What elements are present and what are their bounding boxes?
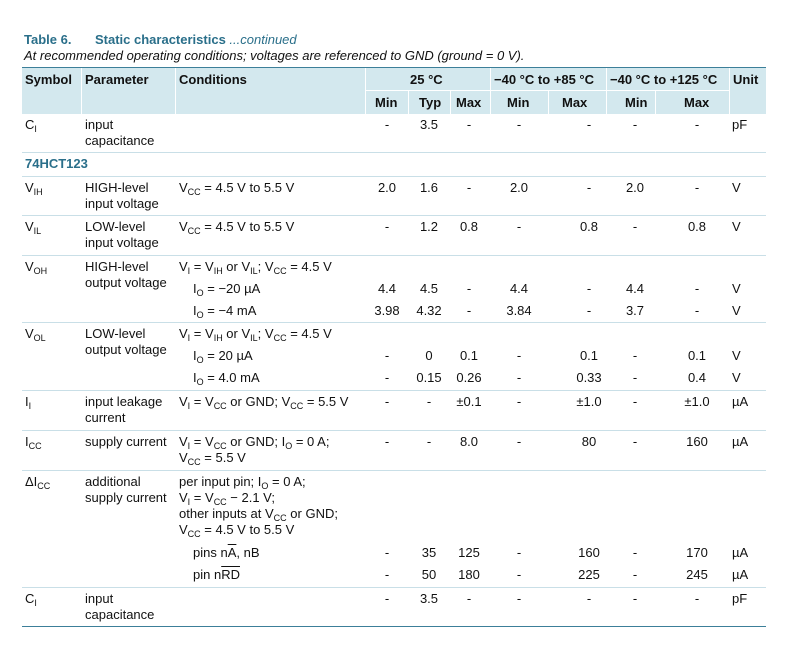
symbol-cell: $\Delta I_{CC}$: [25, 474, 51, 491]
condition-cell: per input pin; $I_O = 0$ A;: [179, 474, 306, 491]
sub-condition: $I_O = 4.0$ mA: [193, 370, 260, 387]
sub-condition: $I_O = -20$ µA: [193, 281, 261, 298]
table-row: $I_{CC}$ supply current $V_I = V_{CC}$ or GND; $I_O = 0$ A; $V_{CC} = 5.5$ V - - 8.0 - 80 - 160 µA: [22, 431, 766, 471]
table-number: Table 6.: [24, 32, 72, 47]
sub-condition: pin $n\overline{RD}$: [193, 567, 240, 582]
table-caption: [24, 32, 297, 47]
static-characteristics-table: [22, 67, 766, 627]
condition-cell: $V_I = V_{CC}$ or GND; $I_O = 0$ A;: [179, 434, 330, 451]
table-row: $V_{IL}$ LOW-level input voltage $V_{CC} = 4.5$ V to 5.5 V - 1.2 0.8 - 0.8 - 0.8 V: [22, 216, 766, 256]
header-25c: 25 °C: [410, 72, 443, 87]
sub-condition: $I_O = -4$ mA: [193, 303, 257, 320]
symbol-cell: $V_{IL}$: [25, 219, 42, 236]
symbol-cell: $I_{CC}$: [25, 434, 42, 451]
condition-cell: $V_I = V_{IH}$ or $V_{IL}$; $V_{CC} = 4.5$ V: [179, 326, 332, 343]
symbol-cell: $V_{IH}$: [25, 180, 43, 197]
table-row: $\Delta I_{CC}$ additional supply current per input pin; $I_O = 0$ A; $V_I = V_{CC} - 2.1$ V; other inputs at $V_{CC}$ or GND; $V_{CC} = 4.5$ V to 5.5 V pins $n\overline{A}$, nB - 35 125 - 160 - 170 µA pin $n\overline{RD}$ - 50 180 - 225 - 245 µA: [22, 471, 766, 588]
symbol-cell: $V_{OL}$: [25, 326, 46, 343]
header-85c: −40 °C to +85 °C: [494, 72, 594, 87]
header-min-25: Min: [375, 95, 398, 110]
condition-cell: $V_I = V_{CC}$ or GND; $V_{CC} = 5.5$ V: [179, 394, 349, 411]
condition-cell: $V_{CC} = 4.5$ V to 5.5 V: [179, 219, 295, 236]
section-title: 74HCT123: [25, 156, 88, 171]
header-max-125: Max: [684, 95, 710, 110]
header-conditions: Conditions: [179, 72, 247, 87]
condition-cell: other inputs at $V_{CC}$ or GND;: [179, 506, 338, 523]
table-row: $I_I$ input leakage current $V_I = V_{CC}$ or GND; $V_{CC} = 5.5$ V - - ±0.1 - ±1.0 - ±1.0 µA: [22, 391, 766, 431]
symbol-cell: $C_I$: [25, 117, 37, 134]
symbol-cell: $C_I$: [25, 591, 37, 608]
header-max-25: Max: [456, 95, 482, 110]
table-title: Static characteristics: [95, 32, 226, 47]
header-125c: −40 °C to +125 °C: [610, 72, 718, 87]
section-row: [22, 153, 766, 177]
symbol-cell: $I_I$: [25, 394, 32, 411]
header-parameter: Parameter: [85, 72, 149, 87]
condition-cell: $V_{CC} = 4.5$ V to 5.5 V: [179, 180, 295, 197]
condition-cell: $V_I = V_{IH}$ or $V_{IL}$; $V_{CC} = 4.5$ V: [179, 259, 332, 276]
table-row: $C_I$ input capacitance - 3.5 - - - - - pF: [22, 588, 766, 627]
symbol-cell: $V_{OH}$: [25, 259, 48, 276]
header-symbol: Symbol: [25, 72, 72, 87]
parameter-line: capacitance: [85, 133, 155, 148]
table-row: $V_{OH}$ HIGH-level output voltage $V_I = V_{IH}$ or $V_{IL}$; $V_{CC} = 4.5$ V $I_O = -20$ µA 4.4 4.5 - 4.4 - 4.4 - V $I_O = -4$ mA 3.98 4.32 - 3.84 - 3.7 - V: [22, 256, 766, 323]
table-subtitle: At recommended operating conditions; voltages are referenced to GND (ground = 0 V).: [24, 48, 525, 63]
header-max-85: Max: [562, 95, 588, 110]
header-min-85: Min: [507, 95, 530, 110]
continued-note: ...continued: [229, 32, 297, 47]
table-row: $C_I$ input capacitance - 3.5 - - - - - pF: [22, 114, 766, 153]
header-min-125: Min: [625, 95, 648, 110]
table-row: $V_{IH}$ HIGH-level input voltage $V_{CC} = 4.5$ V to 5.5 V 2.0 1.6 - 2.0 - 2.0 - V: [22, 177, 766, 216]
header-typ-25: Typ: [419, 95, 442, 110]
sub-condition: $I_O = 20$ µA: [193, 348, 253, 365]
condition-cell: $V_I = V_{CC} - 2.1$ V;: [179, 490, 275, 507]
sub-condition: pins $n\overline{A}$, nB: [193, 545, 260, 560]
header-unit: Unit: [733, 72, 759, 87]
table-header: [22, 67, 766, 114]
unit-cell: pF: [732, 117, 748, 132]
table-row: $V_{OL}$ LOW-level output voltage $V_I = V_{IH}$ or $V_{IL}$; $V_{CC} = 4.5$ V $I_O = 20$ µA - 0 0.1 - 0.1 - 0.1 V $I_O = 4.0$ mA - 0.15 0.26 - 0.33 - 0.4 V: [22, 323, 766, 391]
condition-cell: $V_{CC} = 5.5$ V: [179, 450, 246, 467]
parameter-line: input: [85, 117, 114, 132]
condition-cell: $V_{CC} = 4.5$ V to 5.5 V: [179, 522, 295, 539]
